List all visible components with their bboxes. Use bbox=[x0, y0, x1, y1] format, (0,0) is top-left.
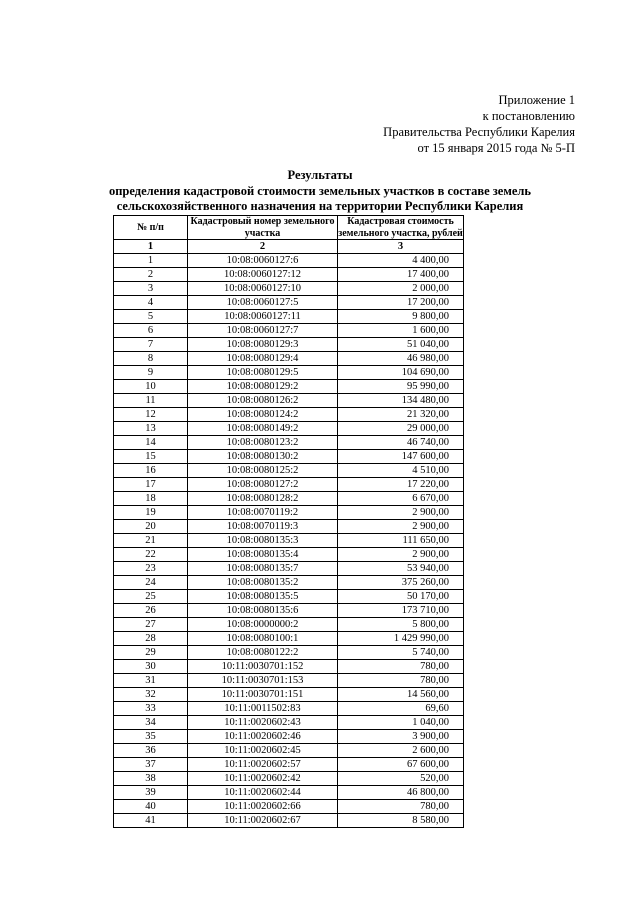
cadastral-value: 17 400,00 bbox=[338, 268, 464, 282]
row-number: 4 bbox=[114, 296, 188, 310]
cadastral-value: 53 940,00 bbox=[338, 562, 464, 576]
table-header-row bbox=[114, 216, 464, 240]
cadastral-value: 3 900,00 bbox=[338, 730, 464, 744]
cadastral-number: 10:08:0070119:3 bbox=[188, 520, 338, 534]
cadastral-value: 780,00 bbox=[338, 660, 464, 674]
cadastral-number: 10:11:0020602:57 bbox=[188, 758, 338, 772]
cadastral-value: 69,60 bbox=[338, 702, 464, 716]
cadastral-number: 10:11:0020602:43 bbox=[188, 716, 338, 730]
cadastral-number: 10:11:0020602:46 bbox=[188, 730, 338, 744]
cadastral-value: 780,00 bbox=[338, 674, 464, 688]
row-number: 19 bbox=[114, 506, 188, 520]
table-row bbox=[114, 268, 464, 282]
table-row bbox=[114, 702, 464, 716]
row-number: 36 bbox=[114, 744, 188, 758]
cadastral-value: 4 510,00 bbox=[338, 464, 464, 478]
cadastral-value: 134 480,00 bbox=[338, 394, 464, 408]
cadastral-value: 9 800,00 bbox=[338, 310, 464, 324]
cadastral-value: 5 800,00 bbox=[338, 618, 464, 632]
row-number: 38 bbox=[114, 772, 188, 786]
table-row bbox=[114, 562, 464, 576]
column-number-1: 1 bbox=[114, 240, 188, 254]
row-number: 10 bbox=[114, 380, 188, 394]
table-row bbox=[114, 744, 464, 758]
title-line-3: сельскохозяйственного назначения на территории Республики Карелия bbox=[116, 199, 524, 213]
cadastral-number: 10:08:0080135:6 bbox=[188, 604, 338, 618]
cadastral-number: 10:11:0011502:83 bbox=[188, 702, 338, 716]
cadastral-number: 10:11:0030701:152 bbox=[188, 660, 338, 674]
cadastral-number: 10:08:0080129:2 bbox=[188, 380, 338, 394]
appendix-line-1: Приложение 1 bbox=[498, 93, 575, 107]
cadastral-value: 2 900,00 bbox=[338, 506, 464, 520]
row-number: 14 bbox=[114, 436, 188, 450]
column-number-row bbox=[114, 240, 464, 254]
appendix-line-4: от 15 января 2015 года № 5-П bbox=[417, 141, 575, 155]
table-row bbox=[114, 534, 464, 548]
cadastral-number: 10:11:0020602:67 bbox=[188, 814, 338, 828]
table-row bbox=[114, 520, 464, 534]
cadastral-number: 10:11:0030701:151 bbox=[188, 688, 338, 702]
cadastral-number: 10:11:0020602:45 bbox=[188, 744, 338, 758]
table-row bbox=[114, 576, 464, 590]
cadastral-number: 10:11:0020602:44 bbox=[188, 786, 338, 800]
row-number: 8 bbox=[114, 352, 188, 366]
cadastral-value: 2 900,00 bbox=[338, 520, 464, 534]
column-number-2: 2 bbox=[188, 240, 338, 254]
cadastral-number: 10:08:0070119:2 bbox=[188, 506, 338, 520]
table-row bbox=[114, 618, 464, 632]
appendix-line-2: к постановлению bbox=[482, 109, 575, 123]
cadastral-number: 10:08:0080126:2 bbox=[188, 394, 338, 408]
table-row bbox=[114, 296, 464, 310]
cadastral-value: 46 800,00 bbox=[338, 786, 464, 800]
table-row bbox=[114, 758, 464, 772]
cadastral-number: 10:08:0060127:12 bbox=[188, 268, 338, 282]
row-number: 40 bbox=[114, 800, 188, 814]
cadastral-number: 10:08:0080135:2 bbox=[188, 576, 338, 590]
document-title bbox=[60, 168, 580, 215]
cadastral-value: 173 710,00 bbox=[338, 604, 464, 618]
table-row bbox=[114, 814, 464, 828]
cadastral-value: 6 670,00 bbox=[338, 492, 464, 506]
cadastral-value: 1 429 990,00 bbox=[338, 632, 464, 646]
cadastral-value: 95 990,00 bbox=[338, 380, 464, 394]
table-row bbox=[114, 590, 464, 604]
cadastral-value: 50 170,00 bbox=[338, 590, 464, 604]
row-number: 3 bbox=[114, 282, 188, 296]
cadastral-value: 780,00 bbox=[338, 800, 464, 814]
row-number: 28 bbox=[114, 632, 188, 646]
cadastral-number: 10:08:0080124:2 bbox=[188, 408, 338, 422]
row-number: 6 bbox=[114, 324, 188, 338]
cadastral-number: 10:08:0000000:2 bbox=[188, 618, 338, 632]
row-number: 32 bbox=[114, 688, 188, 702]
row-number: 18 bbox=[114, 492, 188, 506]
cadastral-value: 2 900,00 bbox=[338, 548, 464, 562]
table-row bbox=[114, 478, 464, 492]
row-number: 25 bbox=[114, 590, 188, 604]
cadastral-value: 375 260,00 bbox=[338, 576, 464, 590]
cadastral-number: 10:08:0080129:5 bbox=[188, 366, 338, 380]
cadastral-value: 520,00 bbox=[338, 772, 464, 786]
table-row bbox=[114, 380, 464, 394]
table-row bbox=[114, 674, 464, 688]
cadastral-number: 10:08:0080127:2 bbox=[188, 478, 338, 492]
cadastral-number: 10:08:0060127:5 bbox=[188, 296, 338, 310]
table-row bbox=[114, 688, 464, 702]
cadastral-value: 17 220,00 bbox=[338, 478, 464, 492]
cadastral-value: 14 560,00 bbox=[338, 688, 464, 702]
cadastral-value-table bbox=[113, 215, 464, 828]
header-cadastral-value: Кадастровая стоимость земельного участка, рублей bbox=[338, 216, 463, 239]
row-number: 22 bbox=[114, 548, 188, 562]
table-row bbox=[114, 324, 464, 338]
row-number: 9 bbox=[114, 366, 188, 380]
table-row bbox=[114, 506, 464, 520]
cadastral-value: 17 200,00 bbox=[338, 296, 464, 310]
row-number: 37 bbox=[114, 758, 188, 772]
table-row bbox=[114, 604, 464, 618]
header-cadastral-number: Кадастровый номер земельного участка bbox=[188, 216, 338, 240]
cadastral-value: 29 000,00 bbox=[338, 422, 464, 436]
table-row bbox=[114, 394, 464, 408]
header-number: № п/п bbox=[114, 216, 188, 240]
cadastral-value: 104 690,00 bbox=[338, 366, 464, 380]
row-number: 1 bbox=[114, 254, 188, 268]
table-row bbox=[114, 422, 464, 436]
cadastral-value: 8 580,00 bbox=[338, 814, 464, 828]
row-number: 30 bbox=[114, 660, 188, 674]
cadastral-value: 1 600,00 bbox=[338, 324, 464, 338]
cadastral-number: 10:08:0080129:4 bbox=[188, 352, 338, 366]
cadastral-number: 10:08:0060127:6 bbox=[188, 254, 338, 268]
table-row bbox=[114, 646, 464, 660]
row-number: 33 bbox=[114, 702, 188, 716]
table-row bbox=[114, 450, 464, 464]
row-number: 16 bbox=[114, 464, 188, 478]
table-row bbox=[114, 786, 464, 800]
table-row bbox=[114, 548, 464, 562]
cadastral-number: 10:08:0080122:2 bbox=[188, 646, 338, 660]
cadastral-number: 10:08:0080135:7 bbox=[188, 562, 338, 576]
table-row bbox=[114, 408, 464, 422]
table-row bbox=[114, 282, 464, 296]
cadastral-number: 10:08:0080149:2 bbox=[188, 422, 338, 436]
cadastral-number: 10:08:0060127:7 bbox=[188, 324, 338, 338]
title-line-2: определения кадастровой стоимости земельных участков в составе земель bbox=[108, 183, 532, 198]
row-number: 29 bbox=[114, 646, 188, 660]
cadastral-number: 10:08:0080130:2 bbox=[188, 450, 338, 464]
cadastral-value: 5 740,00 bbox=[338, 646, 464, 660]
table-row bbox=[114, 310, 464, 324]
cadastral-value: 147 600,00 bbox=[338, 450, 464, 464]
cadastral-number: 10:08:0080135:4 bbox=[188, 548, 338, 562]
cadastral-number: 10:08:0080123:2 bbox=[188, 436, 338, 450]
row-number: 12 bbox=[114, 408, 188, 422]
row-number: 11 bbox=[114, 394, 188, 408]
cadastral-value: 1 040,00 bbox=[338, 716, 464, 730]
row-number: 20 bbox=[114, 520, 188, 534]
row-number: 27 bbox=[114, 618, 188, 632]
table-row bbox=[114, 730, 464, 744]
row-number: 39 bbox=[114, 786, 188, 800]
appendix-block bbox=[383, 92, 575, 156]
row-number: 15 bbox=[114, 450, 188, 464]
table-row bbox=[114, 492, 464, 506]
table-row bbox=[114, 366, 464, 380]
cadastral-number: 10:08:0080125:2 bbox=[188, 464, 338, 478]
cadastral-number: 10:08:0080135:5 bbox=[188, 590, 338, 604]
cadastral-number: 10:08:0080128:2 bbox=[188, 492, 338, 506]
table-row bbox=[114, 254, 464, 268]
row-number: 34 bbox=[114, 716, 188, 730]
cadastral-number: 10:08:0060127:10 bbox=[188, 282, 338, 296]
table-row bbox=[114, 632, 464, 646]
cadastral-value: 46 980,00 bbox=[338, 352, 464, 366]
cadastral-number: 10:08:0080135:3 bbox=[188, 534, 338, 548]
row-number: 17 bbox=[114, 478, 188, 492]
column-number-3: 3 bbox=[338, 240, 464, 254]
table-row bbox=[114, 338, 464, 352]
table-body bbox=[114, 254, 464, 828]
table-row bbox=[114, 800, 464, 814]
appendix-line-3: Правительства Республики Карелия bbox=[383, 125, 575, 139]
cadastral-value: 2 600,00 bbox=[338, 744, 464, 758]
cadastral-number: 10:08:0080100:1 bbox=[188, 632, 338, 646]
cadastral-number: 10:11:0020602:66 bbox=[188, 800, 338, 814]
row-number: 13 bbox=[114, 422, 188, 436]
cadastral-number: 10:08:0080129:3 bbox=[188, 338, 338, 352]
row-number: 31 bbox=[114, 674, 188, 688]
cadastral-number: 10:08:0060127:11 bbox=[188, 310, 338, 324]
cadastral-value: 46 740,00 bbox=[338, 436, 464, 450]
cadastral-value: 4 400,00 bbox=[338, 254, 464, 268]
table-row bbox=[114, 660, 464, 674]
row-number: 21 bbox=[114, 534, 188, 548]
table-row bbox=[114, 464, 464, 478]
cadastral-value: 2 000,00 bbox=[338, 282, 464, 296]
row-number: 5 bbox=[114, 310, 188, 324]
cadastral-number: 10:11:0030701:153 bbox=[188, 674, 338, 688]
row-number: 23 bbox=[114, 562, 188, 576]
table-row bbox=[114, 352, 464, 366]
row-number: 24 bbox=[114, 576, 188, 590]
table-row bbox=[114, 716, 464, 730]
title-line-1: Результаты bbox=[287, 168, 353, 182]
row-number: 35 bbox=[114, 730, 188, 744]
cadastral-value: 51 040,00 bbox=[338, 338, 464, 352]
cadastral-value: 111 650,00 bbox=[338, 534, 464, 548]
cadastral-value: 21 320,00 bbox=[338, 408, 464, 422]
cadastral-value: 67 600,00 bbox=[338, 758, 464, 772]
table-row bbox=[114, 436, 464, 450]
row-number: 41 bbox=[114, 814, 188, 828]
row-number: 26 bbox=[114, 604, 188, 618]
row-number: 2 bbox=[114, 268, 188, 282]
row-number: 7 bbox=[114, 338, 188, 352]
table-row bbox=[114, 772, 464, 786]
cadastral-number: 10:11:0020602:42 bbox=[188, 772, 338, 786]
